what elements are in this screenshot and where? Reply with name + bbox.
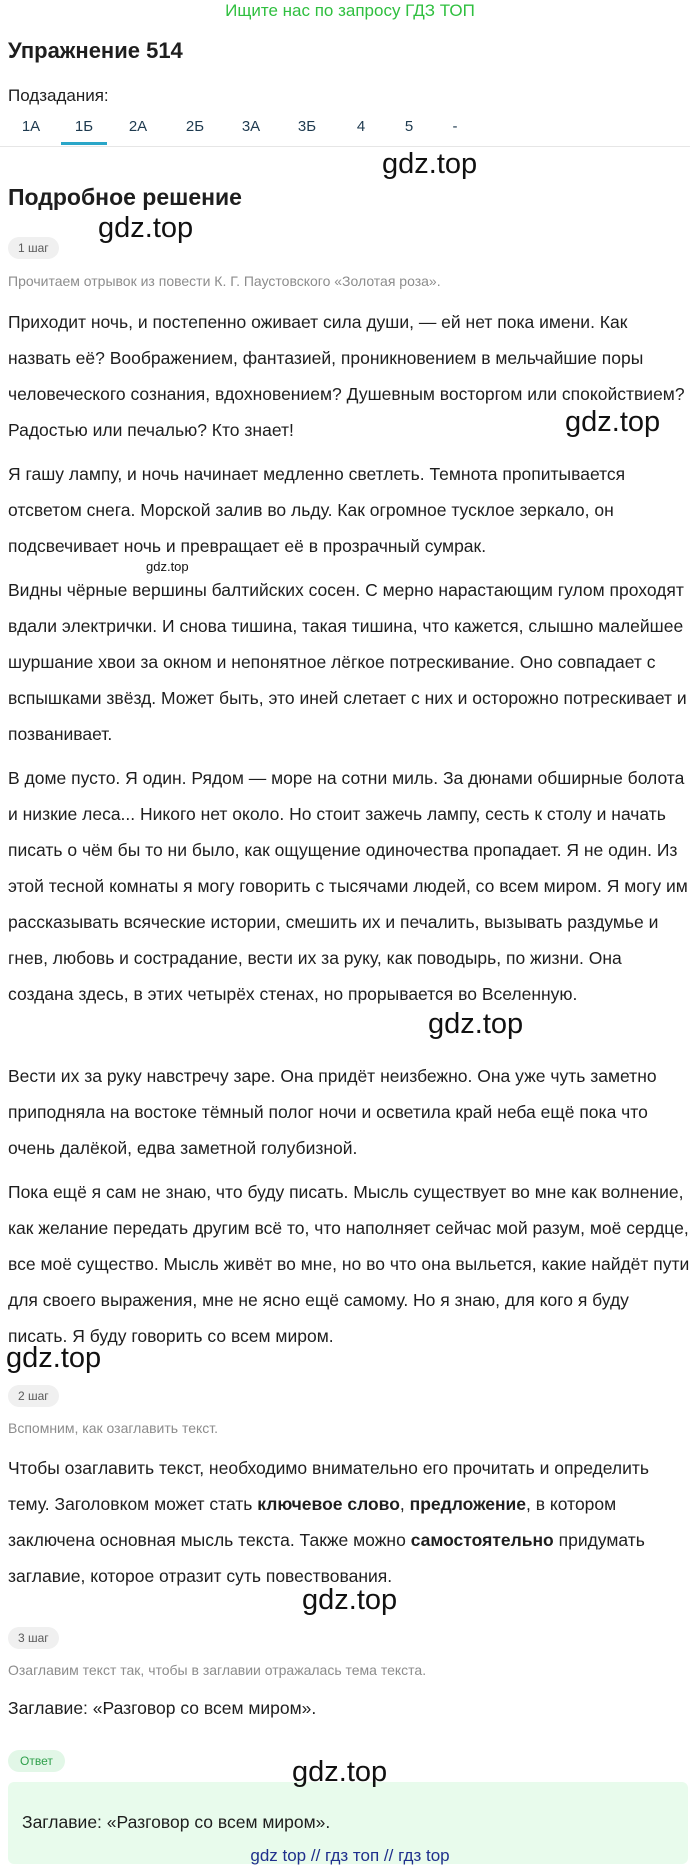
text-run: , bbox=[399, 1494, 410, 1514]
tab-3b[interactable]: 3Б bbox=[297, 118, 317, 135]
footer-separator: // bbox=[306, 1846, 326, 1865]
tab-4[interactable]: 4 bbox=[356, 118, 366, 135]
bold-term: ключевое слово bbox=[257, 1494, 400, 1514]
paragraph bbox=[8, 1450, 692, 1594]
footer-link-gdz-top-mixed[interactable]: гдз top bbox=[398, 1846, 450, 1865]
footer-link-gdz-top[interactable]: gdz top bbox=[250, 1846, 307, 1865]
watermark: gdz.top bbox=[565, 406, 661, 438]
bold-term: предложение bbox=[409, 1494, 527, 1514]
footer-links bbox=[0, 1846, 700, 1866]
tab-2a[interactable]: 2А bbox=[128, 118, 148, 135]
tab-2b[interactable]: 2Б bbox=[185, 118, 205, 135]
text-run: , в котором заключена основная мысль текста. Также можно bbox=[8, 1494, 617, 1550]
watermark: gdz.top bbox=[6, 1342, 102, 1374]
page-title: Упражнение 514 bbox=[8, 38, 183, 63]
text-run: придумать заглавие, которое отразит суть повествования. bbox=[8, 1530, 645, 1586]
paragraph: Заглавие: «Разговор со всем миром». bbox=[8, 1698, 317, 1718]
section-title: Подробное решение bbox=[8, 184, 242, 210]
answer-badge: Ответ bbox=[8, 1750, 65, 1772]
paragraph: Приходит ночь, и постепенно оживает сила души, — ей нет пока имени. Как назвать её? Воображением, фантазией, проникновением в мельчайшие поры человеческого сознания, вдохновением? Душевным восторгом или спокойствием? Радостью или печалью? Кто знает! bbox=[8, 312, 685, 440]
step-badge: 3 шаг bbox=[8, 1627, 59, 1649]
paragraph: В доме пусто. Я один. Рядом — море на сотни миль. За дюнами обширные болота и низкие леса... Никого нет около. Но стоит зажечь лампу, сесть к столу и начать писать о чём бы то ни было, как ощущение одиночества пропадает. Я не один. Из этой тесной комнаты я могу говорить с тысячами людей, со всем миром. Я могу им рассказывать всяческие истории, смешить их и печалить, вызывать раздумье и гнев, любовь и сострадание, вести их за руку, как поводырь, по жизни. Она создана здесь, в этих четырёх стенах, но прорывается во Вселенную. bbox=[8, 768, 688, 1004]
tab-3a[interactable]: 3А bbox=[241, 118, 261, 135]
footer-link-gdz-top-ru[interactable]: гдз топ bbox=[325, 1846, 380, 1865]
step-hint: Прочитаем отрывок из повести К. Г. Паустовского «Золотая роза». bbox=[8, 273, 441, 289]
watermark: gdz.top bbox=[146, 559, 189, 574]
step-badge: 1 шаг bbox=[8, 237, 59, 259]
step-hint: Вспомним, как озаглавить текст. bbox=[8, 1420, 219, 1436]
text-run: Чтобы озаглавить текст, необходимо внимательно его прочитать и определить тему. Заголовком может стать bbox=[8, 1458, 650, 1514]
watermark: gdz.top bbox=[98, 212, 194, 244]
paragraph: Пока ещё я сам не знаю, что буду писать. Мысль существует во мне как волнение, как желание передать другим всё то, что наполняет сейчас мой разум, моё сердце, все моё существо. Мысль живёт во мне, но во что она выльется, какие найдёт пути для своего выражения, мне не ясно ещё самому. Но я знаю, для кого я буду писать. Я буду говорить со всем миром. bbox=[8, 1182, 690, 1346]
paragraph: Я гашу лампу, и ночь начинает медленно светлеть. Темнота пропитывается отсветом снега. Морской залив во льду. Как огромное тусклое зеркало, он подсвечивает ночь и превращает её в прозрачный сумрак. bbox=[8, 464, 626, 556]
paragraph: Вести их за руку навстречу заре. Она придёт неизбежно. Она уже чуть заметно приподняла на востоке тёмный полог ночи и осветила край неба ещё пока что очень далёкой, едва заметной голубизной. bbox=[8, 1066, 657, 1158]
tab-5[interactable]: 5 bbox=[404, 118, 414, 135]
step-hint: Озаглавим текст так, чтобы в заглавии отражалась тема текста. bbox=[8, 1662, 427, 1678]
footer-separator: // bbox=[379, 1846, 399, 1865]
tab-1b[interactable]: 1Б bbox=[61, 112, 107, 145]
step-badge: 2 шаг bbox=[8, 1385, 59, 1407]
tab-dash[interactable]: - bbox=[452, 118, 458, 135]
watermark: gdz.top bbox=[292, 1756, 388, 1788]
subtasks-label: Подзадания: bbox=[8, 86, 109, 105]
tab-1a[interactable]: 1А bbox=[21, 118, 41, 135]
watermark: gdz.top bbox=[302, 1584, 398, 1616]
watermark: gdz.top bbox=[382, 148, 478, 180]
bold-term: самостоятельно bbox=[410, 1530, 554, 1550]
paragraph: Видны чёрные вершины балтийских сосен. С мерно нарастающим гулом проходят вдали электрички. И снова тишина, такая тишина, что кажется, слышно малейшее шуршание хвои за окном и непонятное лёгкое потрескивание. Оно совпадает с вспышками звёзд. Может быть, это иней слетает с них и осторожно потрескивает и позванивает. bbox=[8, 580, 687, 744]
watermark: gdz.top bbox=[428, 1008, 524, 1040]
answer-text: Заглавие: «Разговор со всем миром». bbox=[22, 1812, 331, 1832]
top-banner: Ищите нас по запросу ГДЗ ТОП bbox=[225, 1, 475, 20]
subtask-tabs bbox=[0, 112, 690, 147]
